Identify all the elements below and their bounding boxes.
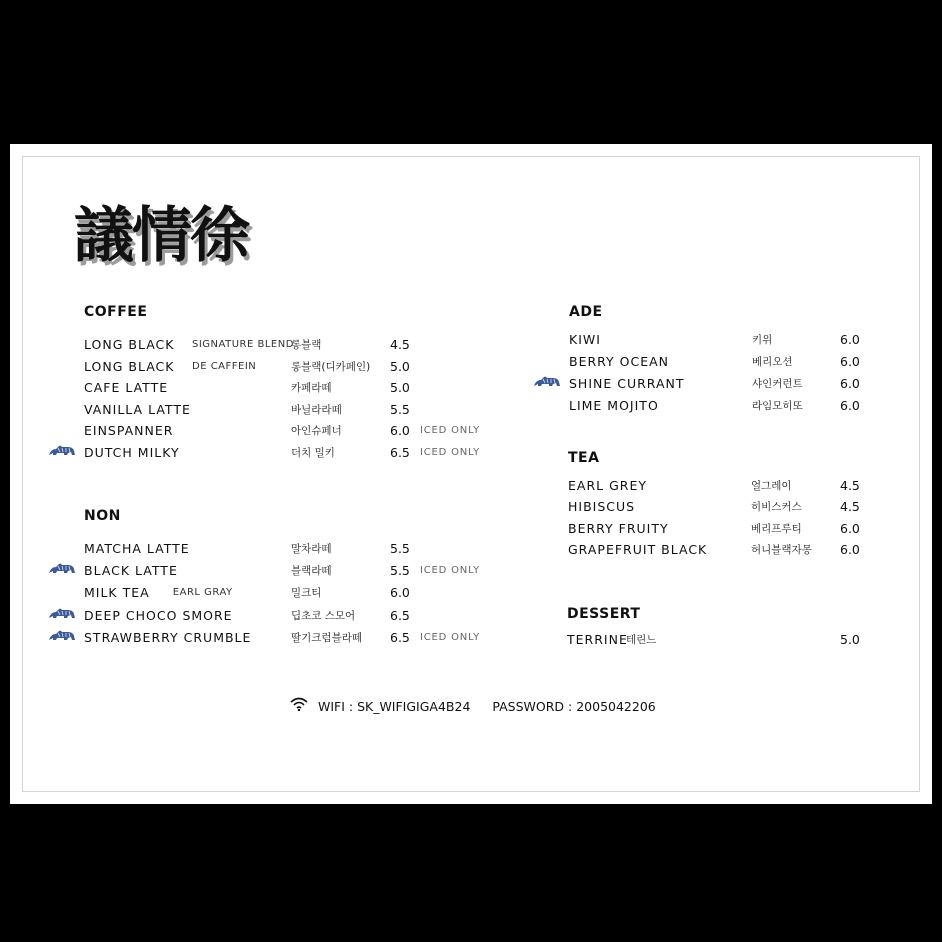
item-name: SHINE CURRANT [569, 376, 685, 391]
item-korean-name: 히비스커스 [751, 501, 802, 514]
menu-item [10, 421, 932, 441]
item-name: EINSPANNER [84, 423, 174, 439]
wifi-info [290, 696, 656, 716]
tiger-icon [48, 443, 76, 457]
wifi-network: WIFI : SK_WIFIGIGA4B24 [317, 698, 471, 714]
menu-item [10, 540, 932, 560]
item-name: STRAWBERRY CRUMBLE [84, 629, 252, 645]
menu-item [10, 583, 932, 603]
item-name: BLACK LATTE [84, 563, 178, 579]
item-name: LIME MOJITO [569, 398, 659, 413]
item-name: HIBISCUS [568, 499, 636, 515]
item-korean-name: 샤인커런트 [752, 378, 803, 390]
item-korean-name: 말차라떼 [291, 543, 332, 555]
item-name: EARL GREY [568, 478, 647, 493]
item-name: LONG BLACK [84, 337, 175, 352]
section-title-ade: ADE [569, 304, 603, 320]
item-price: 6.0 [840, 541, 860, 557]
item-name: MILK TEA [84, 585, 150, 601]
menu-item [10, 443, 932, 463]
item-subtitle: EARL GRAY [172, 587, 233, 599]
menu-item [10, 476, 932, 496]
menu-item [10, 330, 932, 350]
item-note: ICED ONLY [420, 565, 481, 577]
item-name: VANILLA LATTE [84, 401, 191, 417]
menu-item [10, 352, 932, 372]
item-subtitle: SIGNATURE BLEND [192, 339, 294, 350]
item-note: ICED ONLY [420, 447, 481, 458]
item-price: 6.0 [390, 423, 410, 439]
section-title-coffee: COFFEE [84, 304, 148, 320]
item-price: 6.0 [840, 398, 860, 413]
wifi-password: PASSWORD : 2005042206 [492, 698, 656, 714]
item-price: 5.0 [840, 632, 860, 647]
item-price: 4.5 [840, 499, 860, 515]
item-price: 6.0 [840, 376, 860, 391]
item-name: DUTCH MILKY [84, 445, 180, 460]
item-price: 6.0 [840, 332, 860, 347]
item-name: MATCHA LATTE [84, 541, 190, 556]
menu-item [10, 497, 932, 517]
item-korean-name: 블랙라떼 [291, 565, 332, 578]
menu-item [10, 396, 932, 416]
tiger-icon [48, 606, 76, 620]
item-price: 6.0 [840, 520, 860, 536]
section-title-dessert: DESSERT [567, 606, 641, 622]
menu-item [10, 606, 932, 626]
tiger-icon [48, 561, 76, 575]
item-price: 5.5 [390, 563, 410, 579]
item-korean-name: 롱블랙 [291, 339, 322, 351]
wifi-icon [290, 697, 314, 717]
menu-item [10, 630, 932, 650]
item-korean-name: 딥초코 스모어 [291, 609, 356, 622]
item-name: LONG BLACK [84, 358, 175, 374]
item-price: 5.5 [390, 401, 410, 417]
item-note: ICED ONLY [420, 631, 481, 643]
item-price: 6.0 [840, 354, 860, 369]
item-price: 6.5 [390, 445, 410, 460]
item-price: 6.0 [390, 585, 410, 601]
menu-card [10, 144, 932, 804]
item-korean-name: 더치 밀키 [291, 447, 335, 459]
item-price: 5.5 [390, 541, 410, 556]
item-price: 6.5 [390, 629, 410, 645]
item-korean-name: 테린느 [626, 634, 657, 646]
item-price: 5.0 [390, 358, 410, 374]
menu-item [10, 374, 932, 394]
item-name: TERRINE [567, 632, 628, 647]
item-korean-name: 아인슈페너 [291, 425, 342, 438]
item-name: GRAPEFRUIT BLACK [568, 541, 708, 557]
item-name: BERRY FRUITY [568, 520, 669, 536]
item-price: 4.5 [840, 478, 860, 493]
item-korean-name: 키위 [752, 334, 773, 346]
item-name: BERRY OCEAN [569, 354, 670, 369]
item-name: KIWI [569, 332, 601, 347]
item-price: 6.5 [390, 607, 410, 623]
item-korean-name: 얼그레이 [751, 480, 792, 492]
menu-item [10, 561, 932, 581]
item-price: 5.0 [390, 380, 410, 396]
item-korean-name: 허니블랙자몽 [751, 543, 812, 556]
item-name: CAFE LATTE [84, 380, 169, 396]
item-name: DEEP CHOCO SMORE [84, 607, 233, 623]
section-title-tea: TEA [568, 450, 600, 466]
item-price: 4.5 [390, 337, 410, 352]
cafe-logo: 議情徐 [74, 201, 248, 271]
item-note: ICED ONLY [420, 425, 481, 437]
item-korean-name: 베리프루티 [751, 522, 802, 535]
item-subtitle: DE CAFFEIN [192, 360, 257, 372]
item-korean-name: 딸기크럼블라떼 [291, 631, 363, 644]
menu-item [10, 519, 932, 539]
section-title-non: NON [84, 508, 121, 524]
item-korean-name: 라임모히또 [752, 400, 803, 412]
tiger-icon [533, 374, 561, 388]
item-korean-name: 바닐라라떼 [291, 403, 342, 416]
item-korean-name: 롱블랙(디카페인) [291, 360, 371, 373]
item-korean-name: 카페라떼 [291, 382, 332, 395]
item-korean-name: 베리오션 [752, 356, 793, 368]
item-korean-name: 밀크티 [291, 587, 322, 600]
